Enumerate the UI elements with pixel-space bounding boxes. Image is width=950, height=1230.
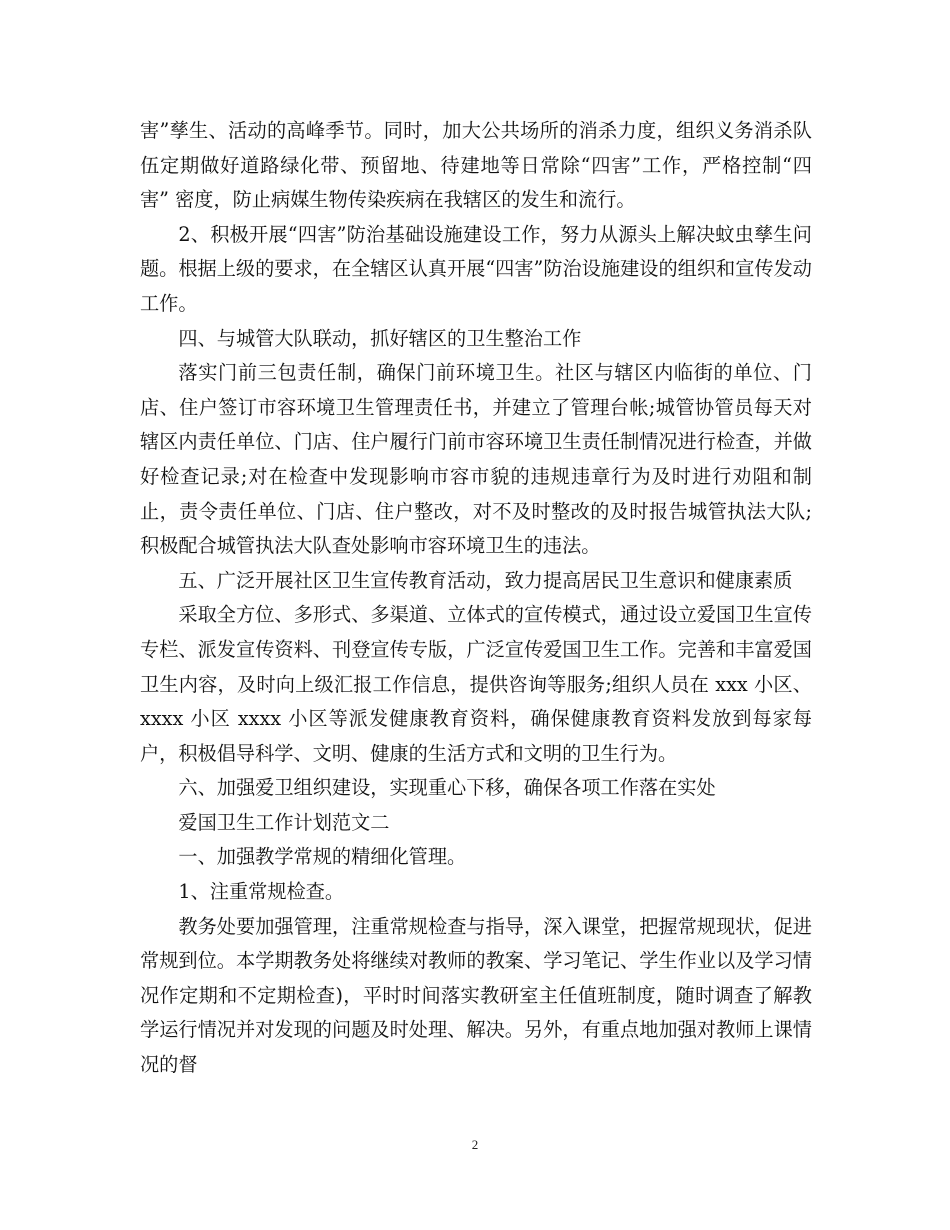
paragraph-2: 2、积极开展“四害”防治基础设施建设工作，努力从源头上解决蚊虫孳生问题。根据上级的要求，在全辖区认真开展“四害”防治设施建设的组织和宣传发动工作。: [140, 222, 812, 315]
document-body: [140, 114, 812, 1083]
subsection-heading-1: 1、注重常规检查。: [178, 880, 345, 904]
paragraph-3: 落实门前三包责任制，确保门前环境卫生。社区与辖区内临街的单位、门店、住户签订市容环境卫生管理责任书，并建立了管理台帐;城管协管员每天对辖区内责任单位、门店、住户履行门前市容环境卫生责任制情况进行检查，并做好检查记录;对在检查中发现影响市容市貌的违规违章行为及时进行劝阻和制止，责令责任单位、门店、住户整改，对不及时整改的及时报告城管执法大队;积极配合城管执法大队查处影响市容环境卫生的违法。: [140, 361, 812, 558]
paragraph-1: 害”孳生、活动的高峰季节。同时，加大公共场所的消杀力度，组织义务消杀队伍定期做好道路绿化带、预留地、待建地等日常除“四害”工作，严格控制“四害” 密度，防止病媒生物传染疾病在我辖区的发生和流行。: [140, 119, 812, 212]
article-title-2: 爱国卫生工作计划范文二: [178, 810, 390, 834]
section-heading-4: 四、与城管大队联动，抓好辖区的卫生整治工作: [178, 326, 582, 350]
section-heading-1: 一、加强教学常规的精细化管理。: [178, 845, 467, 869]
section-heading-6: 六、加强爱卫组织建设，实现重心下移，确保各项工作落在实处: [178, 776, 716, 800]
section-heading-5: 五、广泛开展社区卫生宣传教育活动，致力提高居民卫生意识和健康素质: [178, 568, 793, 592]
paragraph-4: 采取全方位、多形式、多渠道、立体式的宣传模式，通过设立爱国卫生宣传专栏、派发宣传资料、刊登宣传专版，广泛宣传爱国卫生工作。完善和丰富爱国卫生内容，及时向上级汇报工作信息，提供咨询等服务;组织人员在 xxx 小区、xxxx 小区 xxxx 小区等派发健康教育资料，确保健康教育资料发放到每家每户，积极倡导科学、文明、健康的生活方式和文明的卫生行为。: [140, 603, 812, 765]
paragraph-5: 教务处要加强管理，注重常规检查与指导，深入课堂，把握常规现状，促进常规到位。本学期教务处将继续对教师的教案、学习笔记、学生作业以及学习情况作定期和不定期检查)，平时时间落实教研室主任值班制度，随时调查了解教学运行情况并对发现的问题及时处理、解决。另外，有重点地加强对教师上课情况的督: [140, 914, 812, 1077]
page-number: 2: [471, 1137, 479, 1152]
